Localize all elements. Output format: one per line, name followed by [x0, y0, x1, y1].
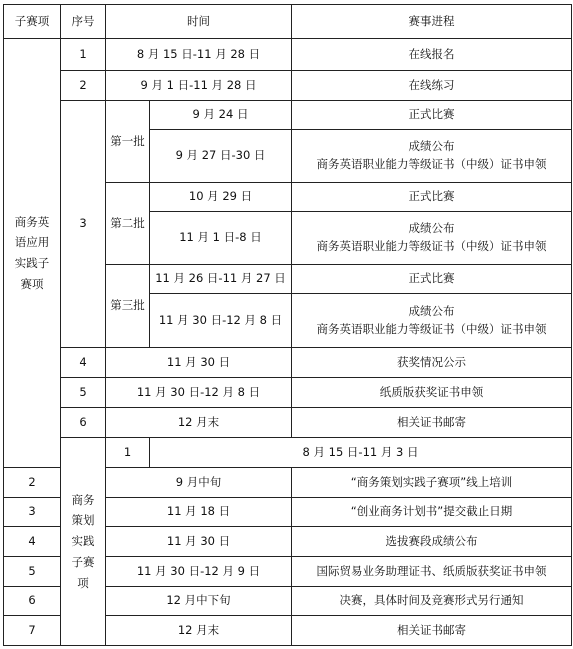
row-progress [292, 212, 572, 265]
row-time: 9 月 1 日-11 月 28 日 [106, 71, 292, 101]
progress-line: 商务英语职业能力等级证书（中级）证书申领 [316, 239, 547, 253]
row-progress: 正式比赛 [292, 183, 572, 212]
row-progress: 获奖情况公示 [292, 348, 572, 378]
row-number: 7 [4, 616, 61, 646]
header-subcompetition: 子赛项 [4, 5, 61, 39]
table-row [4, 101, 572, 130]
row-time: 11 月 18 日 [106, 498, 292, 527]
row-number: 3 [4, 498, 61, 527]
row-number: 1 [106, 438, 150, 468]
row-time: 12 月中下旬 [106, 587, 292, 616]
progress-line: 成绩公布 [408, 139, 455, 154]
row-progress: 相关证书邮寄 [292, 408, 572, 438]
table-row [4, 378, 572, 408]
row-progress: 国际贸易业务助理证书、纸质版获奖证书申领 [292, 557, 572, 587]
row-time: 9 月 27 日-30 日 [150, 130, 292, 183]
table-row [4, 71, 572, 101]
batch-label: 第一批 [106, 101, 150, 183]
header-progress: 赛事进程 [292, 5, 572, 39]
subcompetition-name: 商务英语应用实践子赛项 [4, 39, 61, 468]
row-number: 5 [4, 557, 61, 587]
row-time: 11 月 30 日 [106, 348, 292, 378]
row-progress: 决赛，具体时间及竞赛形式另行通知 [292, 587, 572, 616]
row-progress: 正式比赛 [292, 101, 572, 130]
row-progress: 纸质版获奖证书申领 [292, 378, 572, 408]
table-row [4, 39, 572, 71]
table-row [4, 348, 572, 378]
row-time: 10 月 29 日 [150, 183, 292, 212]
row-time: 11 月 30 日 [106, 527, 292, 557]
row-time: 12 月末 [106, 408, 292, 438]
row-number: 4 [61, 348, 106, 378]
row-progress: 选拔赛段成绩公布 [292, 527, 572, 557]
row-time: 8 月 15 日-11 月 3 日 [150, 438, 572, 468]
row-time: 11 月 1 日-8 日 [150, 212, 292, 265]
progress-line: 成绩公布 [408, 221, 455, 236]
header-time: 时间 [106, 5, 292, 39]
row-progress [292, 294, 572, 348]
row-progress: “创业商务计划书”提交截止日期 [292, 498, 572, 527]
row-progress: “商务策划实践子赛项”线上培训 [292, 468, 572, 498]
row-time: 11 月 30 日-12 月 9 日 [106, 557, 292, 587]
row-progress: 在线报名 [292, 39, 572, 71]
row-time: 11 月 30 日-12 月 8 日 [106, 378, 292, 408]
row-progress [292, 130, 572, 183]
row-progress: 相关证书邮寄 [292, 616, 572, 646]
row-number: 4 [4, 527, 61, 557]
progress-line: 商务英语职业能力等级证书（中级）证书申领 [316, 321, 547, 336]
progress-line: 成绩公布 [408, 303, 455, 318]
row-number: 2 [4, 468, 61, 498]
row-number: 6 [4, 587, 61, 616]
batch-label: 第二批 [106, 183, 150, 265]
row-time: 9 月 24 日 [150, 101, 292, 130]
row-time: 11 月 30 日-12 月 8 日 [150, 294, 292, 348]
row-number: 3 [61, 101, 106, 348]
header-row [4, 5, 572, 39]
table-row [4, 438, 572, 468]
row-number: 5 [61, 378, 106, 408]
row-number: 1 [61, 39, 106, 71]
row-progress: 在线练习 [292, 71, 572, 101]
row-time: 12 月末 [106, 616, 292, 646]
header-number: 序号 [61, 5, 106, 39]
subcompetition-name: 商务策划实践子赛项 [61, 438, 106, 646]
competition-schedule-table [3, 4, 572, 646]
batch-label: 第三批 [106, 265, 150, 348]
table-row [4, 408, 572, 438]
progress-line: 商务英语职业能力等级证书（中级）证书申领 [316, 157, 547, 171]
row-time: 9 月中旬 [106, 468, 292, 498]
row-number: 6 [61, 408, 106, 438]
row-time: 11 月 26 日-11 月 27 日 [150, 265, 292, 294]
row-progress: 正式比赛 [292, 265, 572, 294]
row-number: 2 [61, 71, 106, 101]
row-time: 8 月 15 日-11 月 28 日 [106, 39, 292, 71]
